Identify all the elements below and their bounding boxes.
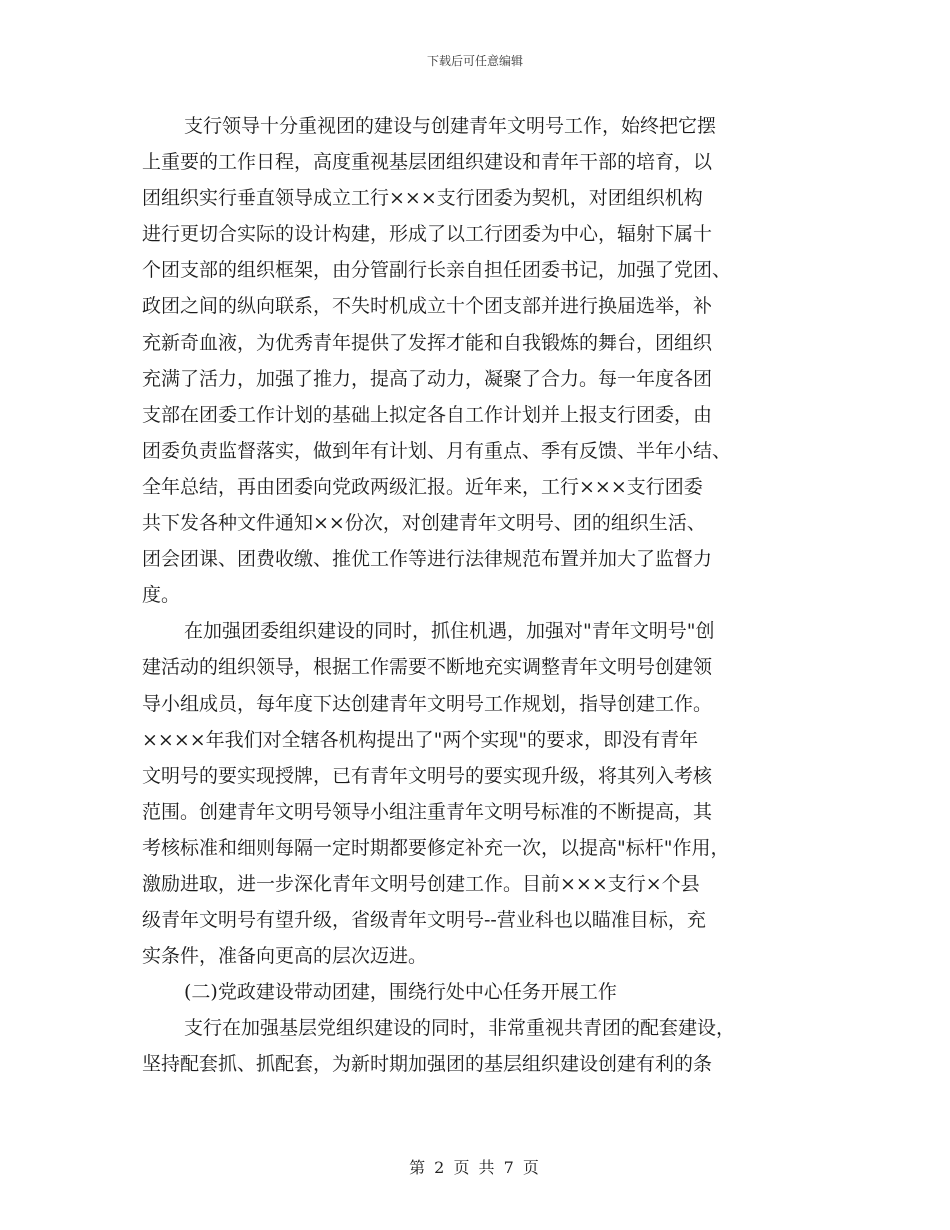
paragraph-line: 级青年文明号有望升级，省级青年文明号--营业科也以瞄准目标，充 [142,909,706,932]
paragraph-line: 支部在团委工作计划的基础上拟定各自工作计划并上报支行团委，由 [142,403,713,426]
paragraph-line: 充新奇血液，为优秀青年提供了发挥才能和自我锻炼的舞台，团组织 [142,331,713,354]
paragraph-line: 建活动的组织领导，根据工作需要不断地充实调整青年文明号创建领 [142,656,713,679]
paragraph-line: 进行更切合实际的设计构建，形成了以工行团委为中心，辐射下属十 [142,223,713,246]
paragraph-line: 支行领导十分重视团的建设与创建青年文明号工作，始终把它摆 [184,115,717,137]
paragraph-line: 度。 [142,584,181,607]
paragraph-line: 在加强团委组织建设的同时，抓住机遇，加强对"青年文明号"创 [184,620,715,643]
section-heading: (二)党政建设带动团建，围绕行处中心任务开展工作 [184,981,617,1004]
paragraph-line: 激励进取，进一步深化青年文明号创建工作。目前×××支行×个县 [142,872,700,895]
body-text [142,108,810,1083]
paragraph-line: 个团支部的组织框架，由分管副行长亲自担任团委书记，加强了党团、 [142,259,732,282]
paragraph-line: 上重要的工作日程，高度重视基层团组织建设和青年干部的培育，以 [142,151,713,174]
paragraph-line: 全年总结，再由团委向党政两级汇报。近年来，工行×××支行团委 [142,475,703,498]
paragraph-line: ××××年我们对全辖各机构提出了"两个实现"的要求，即没有青年 [142,728,699,751]
paragraph-line: 范围。创建青年文明号领导小组注重青年文明号标准的不断提高，其 [142,800,713,823]
paragraph-line: 考核标准和细则每隔一定时期都要修定补充一次，以提高"标杆"作用， [142,836,730,859]
paragraph-line: 支行在加强基层党组织建设的同时，非常重视共青团的配套建设， [184,1017,736,1040]
paragraph-line: 团委负责监督落实，做到年有计划、月有重点、季有反馈、半年小结、 [142,439,732,462]
paragraph-line: 实条件，准备向更高的层次迈进。 [142,945,428,968]
paragraph-line: 充满了活力，加强了推力，提高了动力，凝聚了合力。每一年度各团 [142,367,713,390]
paragraph-line: 导小组成员，每年度下达创建青年文明号工作规划，指导创建工作。 [142,692,713,715]
paragraph-line: 团会团课、团费收缴、推优工作等进行法律规范布置并加大了监督力 [142,548,713,571]
paragraph-line: 政团之间的纵向联系，不失时机成立十个团支部并进行换届选举，补 [142,295,713,318]
paragraph-line: 坚持配套抓、抓配套，为新时期加强团的基层组织建设创建有利的条 [142,1053,713,1076]
paragraph-line: 文明号的要实现授牌，已有青年文明号的要实现升级，将其列入考核 [142,764,713,787]
paragraph-line: 团组织实行垂直领导成立工行×××支行团委为契机，对团组织机构 [142,187,703,210]
paragraph-line: 共下发各种文件通知××份次，对创建青年文明号、团的组织生活、 [142,512,706,535]
page-number: 第 2 页 共 7 页 [409,1158,541,1177]
header-note: 下载后可任意编辑 [426,54,523,68]
